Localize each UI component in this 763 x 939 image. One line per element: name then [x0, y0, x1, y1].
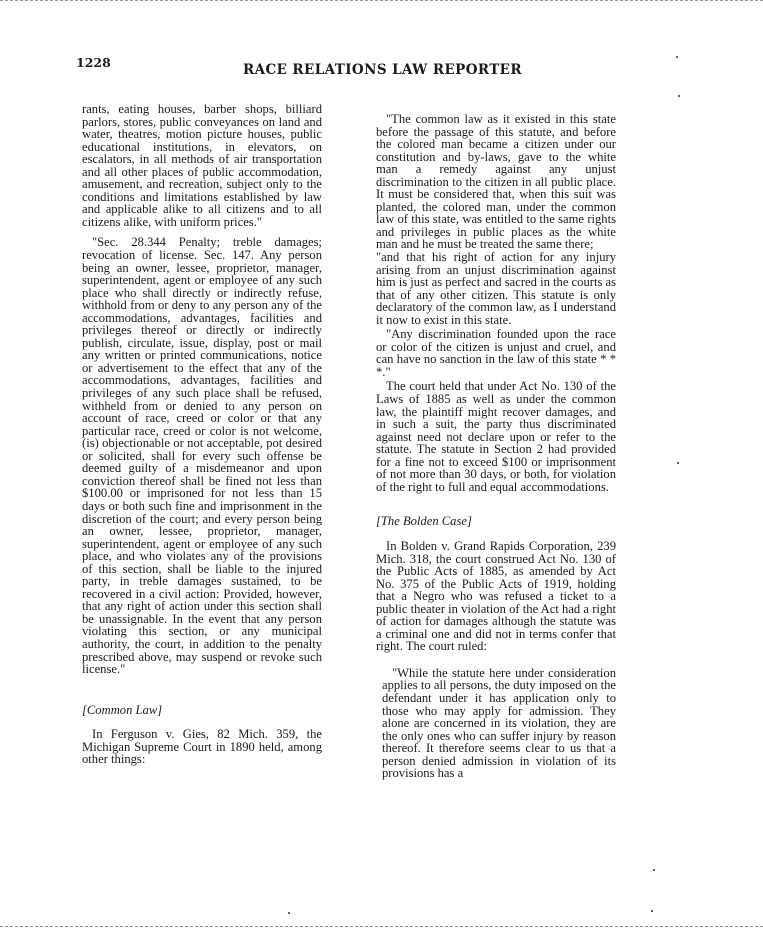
ferguson-quote-3: "Any discrimination founded upon the race or color of the citizen is unjust and cruel, and can have no sanction in the law of this state * * *."	[376, 327, 616, 379]
page-number: 1228	[76, 55, 111, 70]
ferguson-paragraph: In Ferguson v. Gies, 82 Mich. 359, the Michigan Supreme Court in 1890 held, among other things:	[82, 727, 322, 767]
right-column	[376, 113, 616, 780]
scan-speck	[653, 869, 655, 871]
scan-top-edge	[0, 0, 763, 4]
ferguson-quote-2: "and that his right of action for any injury arising from an unjust discrimination against him is just as perfect and sacred in the courts as that of any other citizen. This statute is only declaratory of the common law, as I understand it now to exist in this state.	[376, 250, 616, 327]
scan-speck	[676, 56, 678, 58]
section-heading-bolden: [The Bolden Case]	[376, 514, 472, 529]
statute-quote-continuation: rants, eating houses, barber shops, billiard parlors, stores, public conveyances on land and water, theatres, motion picture houses, public educational institutions, in elevators, on escalators, in all methods of air transportation and all other places of public accommodation, amusement, and recreation, subject only to the conditions and limitations established by law and applicable alike to all citizens and to all citizens alike, with uniform prices."	[82, 102, 322, 229]
scan-speck	[678, 95, 680, 97]
ferguson-quote-1: "The common law as it existed in this state before the passage of this statute, and before the colored man became a citizen under our constitution and by-laws, gave to the white man a remedy against any unjust discrimination to the citizen in all public place. It must be considered that, when this suit was planted, the colored man, under the common law of this state, was entitled to the same rights and privileges in public places as the white man and he must be treated the same there;	[376, 112, 616, 252]
court-holding-paragraph: The court held that under Act No. 130 of the Laws of 1885 as well as under the common law, the plaintiff might recover damages, and in such a suit, the party thus discriminated against need not declare upon or refer to the statute. The statute in Section 2 had provided for a fine not to exceed $100 or imprisonment of not more than 30 days, or both, for violation of the right to full and equal accommodations.	[376, 379, 616, 494]
bolden-quote: "While the statute here under consideration applies to all persons, the duty imposed on the defendant under it has application only to those who may apply for admission. They alone are concerned in its violation, they are the only ones who can suffer injury by reason thereof. It therefore seems clear to us that a person denied admission in violation of its provisions has a	[382, 665, 616, 781]
section-heading-common-law: [Common Law]	[82, 702, 163, 717]
statute-section-28-344: "Sec. 28.344 Penalty; treble damages; revocation of license. Sec. 147. Any person being an owner, lessee, proprietor, manager, superintendent, agent or employee of any such place who shall directly or indirectly refuse, withhold from or deny to any person any of the accommodations, advantages, facilities and privileges thereof or directly or indirectly publish, circulate, issue, display, post or mail any written or printed communications, notice or advertisement to the effect that any of the accommodations, advantages, facilities and privileges of any such place shall be refused, withheld from or denied to any person on account of race, creed or color or that any particular race, creed or color is not welcome, (is) objectionable or not acceptable, pot desired or solicited, shall for every such offense be deemed guilty of a misdemeanor and upon conviction thereof shall be fined not less than $100.00 or imprisoned for not less than 15 days or both such fine and imprisonment in the discretion of the court; and every person being an owner, lessee, proprietor, manager, superintendent, agent or employee of any such place, and who violates any of the provisions of this section, shall be liable to the injured party, in treble damages sustained, to be recovered in a civil action: Provided, however, that any right of action under this section shall be unassignable. In the event that any person violating this section, or any municipal authority, the court, in addition to the penalty prescribed above, may suspend or revoke such license."	[82, 235, 322, 677]
left-column	[82, 103, 322, 766]
scan-speck	[651, 910, 653, 912]
scan-speck	[288, 912, 290, 914]
scan-bottom-edge	[0, 926, 763, 929]
scan-speck	[677, 462, 679, 464]
bolden-paragraph: In Bolden v. Grand Rapids Corporation, 239 Mich. 318, the court construed Act No. 130 of the Public Acts of 1885, as amended by Act No. 375 of the Public Acts of 1919, holding that a Negro who was refused a ticket to a public theater in violation of the Act had a right of action for damages although the statute was a criminal one and did not in terms confer that right. The court ruled:	[376, 538, 616, 654]
running-title: RACE RELATIONS LAW REPORTER	[243, 62, 522, 78]
